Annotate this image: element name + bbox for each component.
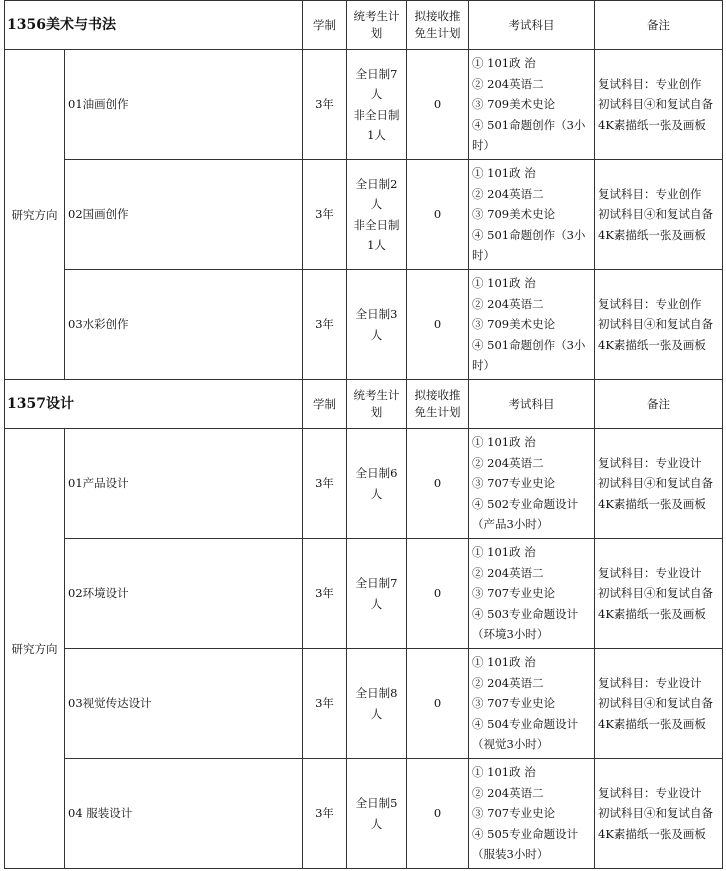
subject-line: ④ 505专业命题设计（服装3小时） [472,826,579,862]
remark-line: 初试科目④和复试自备4K素描纸一张及画板 [598,476,713,511]
duration-cell: 3年 [303,50,347,160]
subject-line: ④ 501命题创作（3小时） [472,117,586,153]
remarks-cell [595,539,723,649]
section-title: 1357设计 [5,380,303,429]
remark-line: 复试科目：专业创作 [598,186,702,201]
subjects-cell [469,429,595,539]
subject-line: ③ 709美术史论 [472,97,556,112]
table-row [5,539,723,649]
remarks-cell [595,759,723,869]
plan-cell: 全日制5人 [347,759,407,869]
remark-line: 初试科目④和复试自备4K素描纸一张及画板 [598,586,713,621]
direction-name: 03视觉传达设计 [65,649,303,759]
subject-line: ① 101政 治 [472,166,536,181]
direction-name: 02国画创作 [65,160,303,270]
remark-line: 初试科目④和复试自备4K素描纸一张及画板 [598,696,713,731]
recommended-cell: 0 [407,539,469,649]
direction-name: 01产品设计 [65,429,303,539]
remark-line: 复试科目：专业创作 [598,76,702,91]
section-title: 1356美术与书法 [5,1,303,50]
subject-line: ① 101政 治 [472,655,536,670]
subject-line: ③ 707专业史论 [472,476,556,491]
plan-cell: 全日制3人 [347,270,407,380]
duration-cell: 3年 [303,539,347,649]
plan-cell: 全日制7人 非全日制1人 [347,50,407,160]
table-row [5,270,723,380]
remarks-header: 备注 [595,1,723,50]
subject-line: ④ 502专业命题设计（产品3小时） [472,496,579,532]
subject-line: ① 101政 治 [472,435,536,450]
subjects-cell [469,50,595,160]
subject-line: ④ 504专业命题设计（视觉3小时） [472,716,579,752]
subject-line: ② 204英语二 [472,785,544,800]
direction-name: 02环境设计 [65,539,303,649]
subject-line: ④ 503专业命题设计（环境3小时） [472,606,579,642]
subject-line: ④ 501命题创作（3小时） [472,227,586,263]
remarks-cell [595,429,723,539]
subject-line: ① 101政 治 [472,765,536,780]
subjects-cell [469,270,595,380]
recommended-cell: 0 [407,160,469,270]
plan-cell: 全日制2人 非全日制1人 [347,160,407,270]
subject-line: ③ 707专业史论 [472,696,556,711]
table-row [5,160,723,270]
table-row [5,649,723,759]
recommended-cell: 0 [407,270,469,380]
subject-line: ② 204英语二 [472,296,544,311]
recommended-plan-header: 拟接收推免生计划 [407,1,469,50]
table-row [5,759,723,869]
duration-cell: 3年 [303,759,347,869]
remarks-cell [595,270,723,380]
subjects-cell [469,649,595,759]
remarks-cell [595,50,723,160]
subject-line: ③ 709美术史论 [472,317,556,332]
remark-line: 复试科目：专业设计 [598,455,702,470]
subject-line: ② 204英语二 [472,565,544,580]
subjects-cell [469,160,595,270]
remarks-cell [595,649,723,759]
section-header-row [5,380,723,429]
subject-line: ③ 707专业史论 [472,806,556,821]
duration-header: 学制 [303,1,347,50]
plan-cell: 全日制8人 [347,649,407,759]
recommended-plan-header: 拟接收推免生计划 [407,380,469,429]
subjects-header: 考试科目 [469,380,595,429]
remark-line: 复试科目：专业创作 [598,296,702,311]
plan-cell: 全日制7人 [347,539,407,649]
recommended-cell: 0 [407,649,469,759]
subject-line: ② 204英语二 [472,675,544,690]
recommended-cell: 0 [407,429,469,539]
direction-name: 01油画创作 [65,50,303,160]
subject-line: ① 101政 治 [472,56,536,71]
direction-label: 研究方向 [5,50,65,380]
subject-line: ④ 501命题创作（3小时） [472,337,586,373]
remark-line: 复试科目：专业设计 [598,565,702,580]
subjects-cell [469,539,595,649]
table-row [5,50,723,160]
unified-plan-header: 统考生计划 [347,380,407,429]
direction-name: 04 服装设计 [65,759,303,869]
direction-label: 研究方向 [5,429,65,869]
table-row [5,429,723,539]
subject-line: ② 204英语二 [472,76,544,91]
remark-line: 初试科目④和复试自备4K素描纸一张及画板 [598,806,713,841]
remark-line: 初试科目④和复试自备4K素描纸一张及画板 [598,97,713,132]
remark-line: 初试科目④和复试自备4K素描纸一张及画板 [598,207,713,242]
subject-line: ① 101政 治 [472,545,536,560]
subject-line: ① 101政 治 [472,276,536,291]
plan-cell: 全日制6人 [347,429,407,539]
duration-header: 学制 [303,380,347,429]
subject-line: ② 204英语二 [472,186,544,201]
duration-cell: 3年 [303,429,347,539]
section-header-row [5,1,723,50]
remarks-cell [595,160,723,270]
subjects-header: 考试科目 [469,1,595,50]
subject-line: ② 204英语二 [472,455,544,470]
duration-cell: 3年 [303,649,347,759]
remark-line: 复试科目：专业设计 [598,675,702,690]
direction-name: 03水彩创作 [65,270,303,380]
duration-cell: 3年 [303,270,347,380]
remark-line: 复试科目：专业设计 [598,785,702,800]
recommended-cell: 0 [407,759,469,869]
unified-plan-header: 统考生计划 [347,1,407,50]
remarks-header: 备注 [595,380,723,429]
subjects-cell [469,759,595,869]
duration-cell: 3年 [303,160,347,270]
remark-line: 初试科目④和复试自备4K素描纸一张及画板 [598,317,713,352]
subject-line: ③ 709美术史论 [472,207,556,222]
enrollment-table [4,0,723,869]
subject-line: ③ 707专业史论 [472,586,556,601]
recommended-cell: 0 [407,50,469,160]
